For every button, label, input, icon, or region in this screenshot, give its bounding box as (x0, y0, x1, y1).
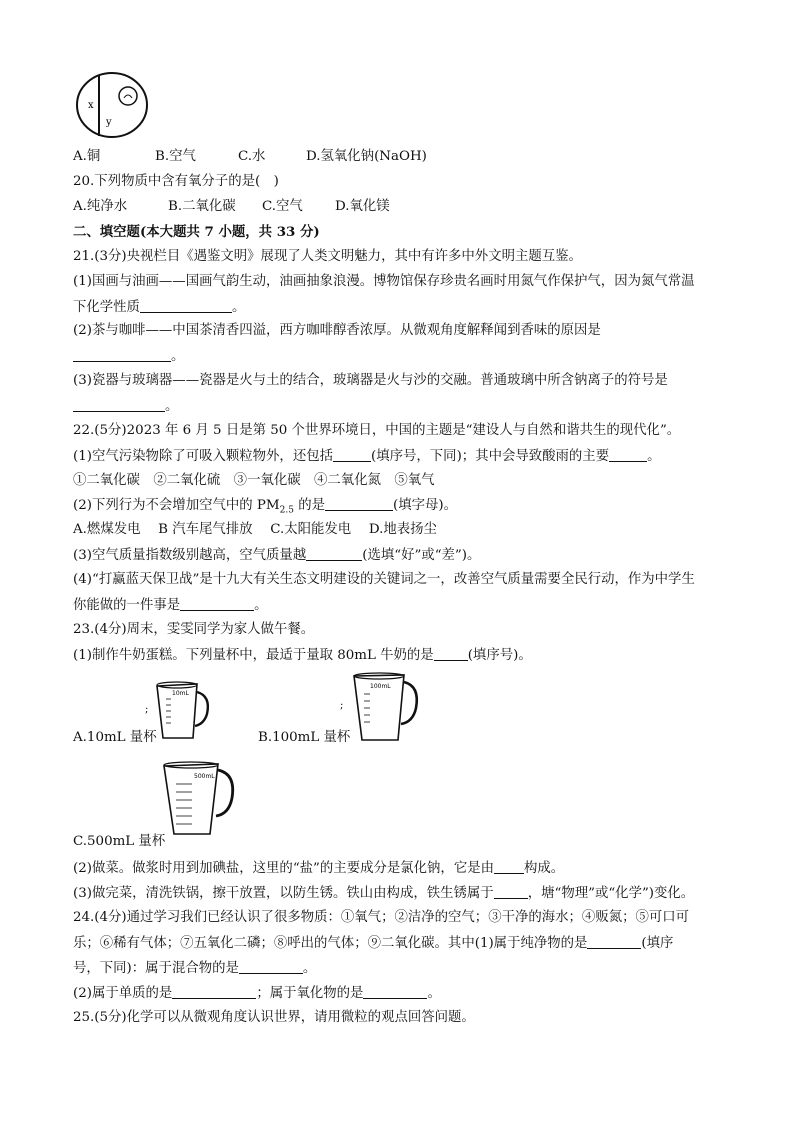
measuring-cup-a-image (145, 678, 225, 744)
q19-option-c: C.水 (238, 149, 266, 164)
svg-text:;: ; (340, 700, 344, 711)
q21-part1-line1: (1)国画与油画——国画气韵生动，油画抽象浪漫。博物馆保存珍贵名画时用氮气作保护气，因为氮气常温 (73, 274, 695, 289)
q21-part2-line2: 。 (73, 347, 724, 366)
q20-option-c: C.空气 (262, 199, 303, 214)
diagram-label-x: x (88, 100, 94, 111)
diagram-label-y: y (106, 117, 112, 128)
cup-b-caption: B.100mL 量杯 (258, 730, 351, 745)
answer-blank[interactable] (494, 859, 524, 874)
q20-option-b: B.二氧化碳 (168, 199, 236, 214)
q21-part3-line2: 。 (73, 397, 724, 416)
q24-line4: (2)属于单质的是 ；属于氧化物的是 。 (73, 986, 441, 1001)
answer-blank[interactable] (494, 884, 528, 899)
q21-part1-line2: 下化学性质 。 (73, 300, 246, 315)
cup-a-mark: 10mL (172, 690, 189, 697)
q21-part3-line1: (3)瓷器与玻璃器——瓷器是火与土的结合，玻璃器是火与沙的交融。普通玻璃中所含钠离子的符号是 (73, 373, 668, 388)
q24-line2: 乐；⑥稀有气体；⑦五氧化二磷；⑧呼出的气体；⑨二氧化碳。其中(1)属于纯净物的是 (填序 (73, 936, 674, 951)
section-heading: 二、填空题(本大题共 7 小题，共 33 分) (73, 224, 320, 240)
q22-stem: 22.(5分)2023 年 6 月 5 日是第 50 个世界环境日，中国的主题是“建设人与自然和谐共生的现代化”。 (73, 423, 681, 438)
cup-a-caption: A.10mL 量杯 (73, 730, 157, 745)
cup-c-caption: C.500mL 量杯 (73, 834, 166, 849)
q24-line1: 24.(4分)通过学习我们已经认识了很多物质：①氧气；②洁净的空气；③干净的海水；④贩氮；⑤可口可 (73, 910, 690, 925)
q20-option-d: D.氧化镁 (335, 199, 390, 214)
q19-option-a: A.铜 (73, 149, 101, 164)
q21-stem: 21.(3分)央视栏目《遇鉴文明》展现了人类文明魅力，其中有许多中外文明主题互鉴。 (73, 249, 582, 264)
q19-option-b: B.空气 (155, 149, 196, 164)
q23-part2: (2)做菜。做浆时用到加碘盐，这里的“盐”的主要成分是氯化钠，它是由 构成。 (73, 861, 565, 876)
q22-part4-line2: 你能做的一件事是 。 (73, 598, 268, 613)
q23-part3: (3)做完菜，清洗铁锅，擦干放置，以防生锈。铁山由构成，铁生锈属于 ，塘“物理”或“化学”)变化。 (73, 886, 695, 901)
answer-blank[interactable] (73, 397, 165, 412)
cup-b-mark: 100mL (370, 683, 391, 690)
svg-text:;: ; (145, 704, 149, 715)
answer-blank[interactable] (434, 646, 468, 661)
q19-diagram (72, 70, 152, 140)
measuring-cup-c-image (156, 760, 246, 838)
q22-part1: (1)空气污染物除了可吸入颗粒物外，还包括 (填序号，下同)；其中会导致酸雨的主要 。 (73, 449, 661, 464)
q22-part2-options: A.燃煤发电 B 汽车尾气排放 C.太阳能发电 D.地表扬尘 (73, 522, 437, 537)
q23-stem: 23.(4分)周末，雯雯同学为家人做午餐。 (73, 622, 315, 637)
answer-blank[interactable] (73, 347, 171, 362)
q21-part2-line1: (2)茶与咖啡——中国茶清香四溢，西方咖啡醇香浓厚。从微观角度解释闻到香味的原因是 (73, 323, 601, 338)
answer-blank[interactable] (363, 984, 427, 999)
answer-blank[interactable] (172, 984, 256, 999)
answer-blank[interactable] (306, 546, 362, 561)
q23-part1: (1)制作牛奶蛋糕。下列量杯中，最适于量取 80mL 牛奶的是 (填序号)。 (73, 648, 532, 663)
q20-option-a: A.纯净水 (73, 199, 128, 214)
answer-blank[interactable] (325, 496, 393, 511)
answer-blank[interactable] (333, 447, 371, 462)
answer-blank[interactable] (140, 298, 232, 313)
q25-stem: 25.(5分)化学可以从微观角度认识世界，请用微粒的观点回答问题。 (73, 1010, 475, 1025)
q22-part1-options: ①二氧化碳 ②二氧化硫 ③一氧化碳 ④二氧化氮 ⑤氧气 (73, 473, 435, 488)
q24-line3: 号，下同)：属于混合物的是 。 (73, 961, 317, 976)
measuring-cup-b-image (340, 670, 430, 746)
q19-option-d: D.氢氧化钠(NaOH) (306, 149, 427, 164)
answer-blank[interactable] (239, 959, 303, 974)
answer-blank[interactable] (180, 596, 254, 611)
cup-c-mark: 500mL (194, 773, 215, 780)
q22-part3: (3)空气质量指数级别越高，空气质量越 (选填“好”或“差”)。 (73, 548, 481, 563)
answer-blank[interactable] (587, 934, 641, 949)
q22-part4-line1: (4)“打赢蓝天保卫战”是十九大有关生态文明建设的关键词之一，改善空气质量需要全民行动，作为中学生 (73, 572, 695, 587)
q20-stem: 20.下列物质中含有氧分子的是( ) (73, 174, 279, 189)
q22-part2: (2)下列行为不会增加空气中的 $PM_{2.5}$ 的是 (填字母)。 (73, 498, 458, 516)
answer-blank[interactable] (609, 447, 647, 462)
